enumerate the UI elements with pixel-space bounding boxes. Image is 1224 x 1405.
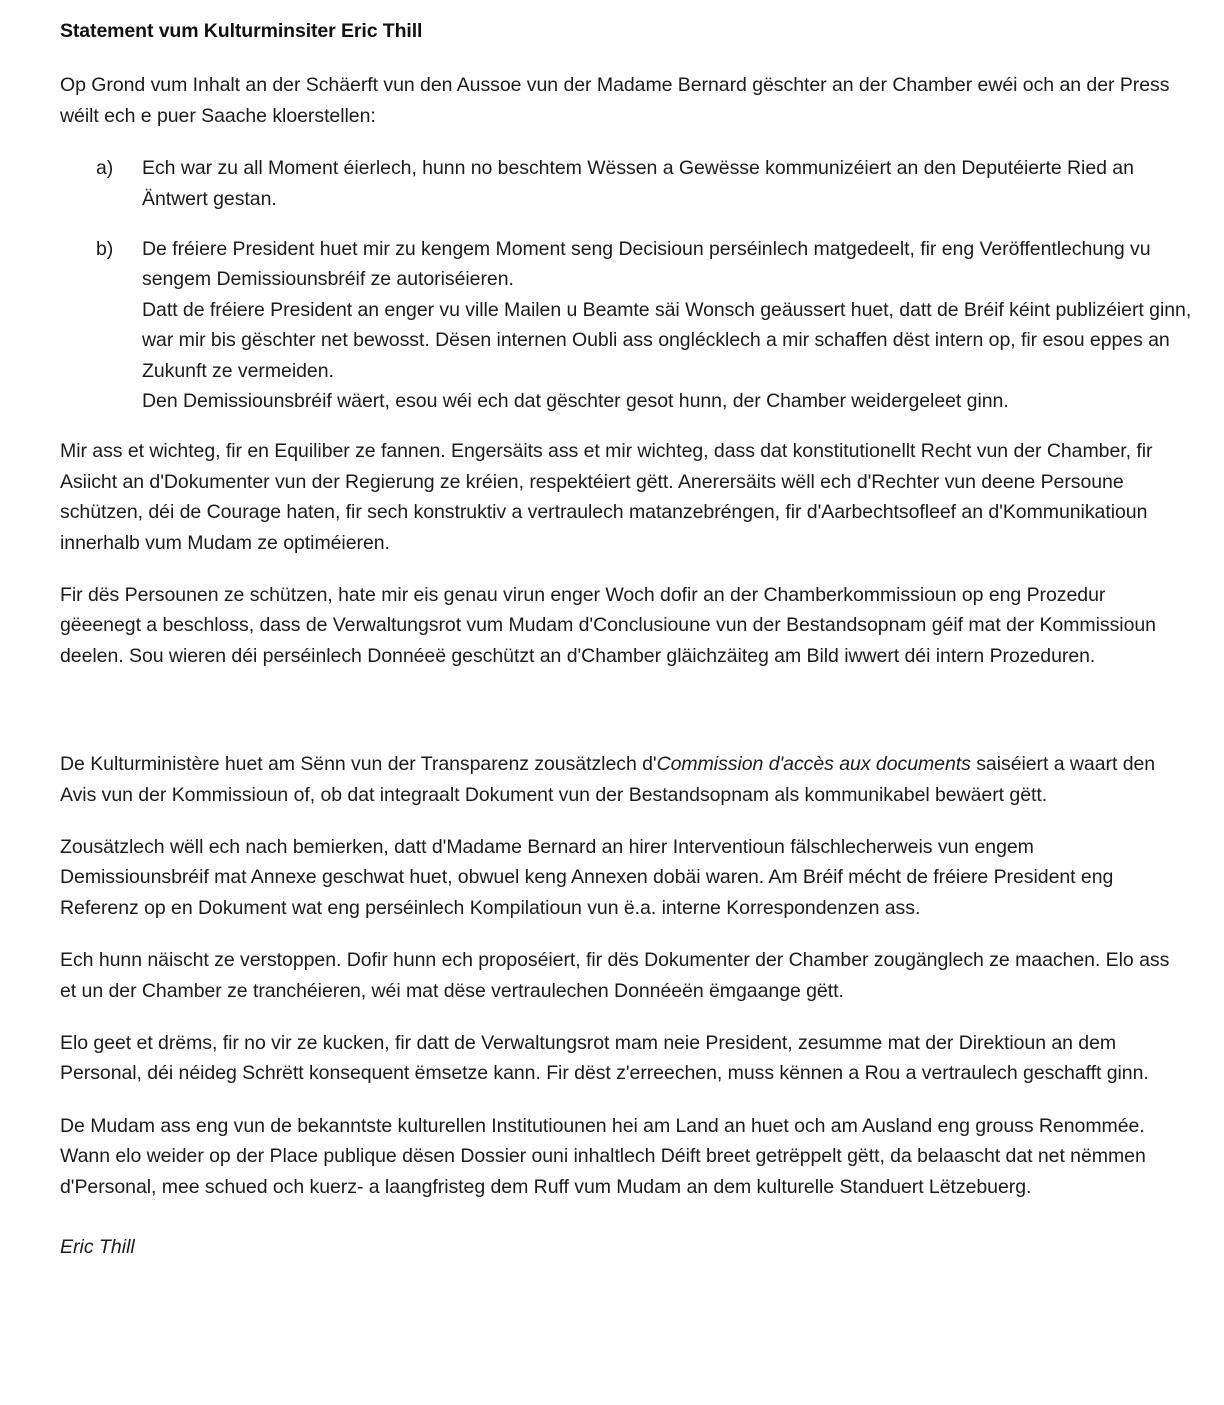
body-paragraph-annexe: Zousätzlech wëll ech nach bemierken, datt d'Madame Bernard an hirer Interventioun fälschlecherweis vun engem Demissiounsbréif mat Annexe geschwat huet, obwuel keng Annexen dobäi waren. Am Bréif mécht de fréiere President eng Referenz op en Dokument wat eng perséinlech Kompilatioun vun ë.a. interne Korrespondenzen ass. [60,836,1114,919]
statement-list [60,153,1194,416]
list-item-marker: b) [96,237,114,260]
body-paragraph-equilibrium: Mir ass et wichteg, fir en Equiliber ze fannen. Engersäits ass et mir wichteg, dass dat konstitutionellt Recht vun der Chamber, fir Asiicht an d'Dokumenter vun der Regierung ze kréien, respektéiert gëtt. Anerersäits wëll ech d'Rechter vun deene Persoune schützen, déi de Courage haten, fir sech konstruktiv a vertraulech matanzebréngen, fir d'Aarbechtsofleef an d'Kommunikatioun innerhalb vum Mudam ze optiméieren. [60,440,1153,554]
commission-text-before: De Kulturministère huet am Sënn vun der Transparenz zousätzlech d' [60,753,657,776]
page-title: Statement vum Kulturminsiter Eric Thill [60,20,423,42]
commission-name: Commission d'accès aux documents [656,753,971,776]
body-paragraph-forward-look: Elo geet et drëms, fir no vir ze kucken, fir datt de Verwaltungsrot mam neie President, zesumme mat der Direktioun an dem Personal, déi néideg Schrëtt konsequent ëmsetze kann. Fir dëst z'erreechen, muss kënnen a Rou a vertraulech geschafft ginn. [60,1032,1149,1085]
commission-text-after: saiséiert a waart den Avis vun der Kommissioun of, ob dat integraalt Dokument vun der Bestandsopnam als kommunikabel bewäert gëtt. [60,753,1156,806]
list-item-line: Den Demissiounsbréif wäert, esou wéi ech dat gëschter gesot hunn, der Chamber weidergeleet ginn. [142,389,1009,412]
body-paragraph-nothing-to-hide: Ech hunn näischt ze verstoppen. Dofir hunn ech proposéiert, fir dës Dokumenter der Chamber zougänglech ze maachen. Elo ass et un der Chamber ze tranchéieren, wéi mat dëse vertraulechen Donnéeën ëmgaange gëtt. [60,949,1170,1002]
list-item [60,234,1194,416]
signature: Eric Thill [60,1236,135,1259]
list-item-marker: a) [96,157,114,180]
section-spacer [60,693,1194,749]
list-item-line: Ech war zu all Moment éierlech, hunn no beschtem Wëssen a Gewësse kommunizéiert an den Deputéierte Ried an Äntwert gestan. [142,157,1134,210]
intro-paragraph: Op Grond vum Inhalt an der Schäerft vun den Aussoe vun der Madame Bernard gëschter an der Chamber ewéi och an der Press wéilt ech e puer Saache kloerstellen: [60,74,1170,127]
body-paragraph-mudam-reputation: De Mudam ass eng vun de bekanntste kulturellen Institutiounen hei am Land an huet och am Ausland eng grouss Renommée. Wann elo weider op der Place publique dësen Dossier ouni inhaltlech Déift breet getrëppelt gëtt, da belaascht dat net nëmmen d'Personal, mee schued och kuerz- a laangfristeg dem Ruff vum Mudam an dem kulturelle Standuert Lëtzebuerg. [60,1114,1146,1198]
list-item [60,153,1194,214]
body-paragraph-procedure: Fir dës Persounen ze schützen, hate mir eis genau virun enger Woch dofir an der Chamberkommissioun op eng Prozedur gëeenegt a beschloss, dass de Verwaltungsrot vum Mudam d'Conclusioune vun der Bestandsopnam géif mat der Kommissioun deelen. Sou wieren déi perséinlech Donnéeë geschützt an d'Chamber gläichzäiteg am Bild iwwert déi intern Prozeduren. [60,584,1156,667]
list-item-line: De fréiere President huet mir zu kengem Moment seng Decisioun perséinlech matgedeelt, fir eng Veröffentlechung vu sengem Demissiounsbréif ze autoriséieren. [142,237,1151,291]
body-paragraph-commission [60,749,1185,810]
list-item-line: Datt de fréiere President an enger vu ville Mailen u Beamte säi Wonsch geäussert huet, datt de Bréif kéint publizéiert ginn, war mir bis gëschter net bewosst. Dësen internen Oubli ass onglécklech a mir schaffen dëst intern op, fir esou eppes an Zukunft ze vermeiden. [142,298,1192,382]
